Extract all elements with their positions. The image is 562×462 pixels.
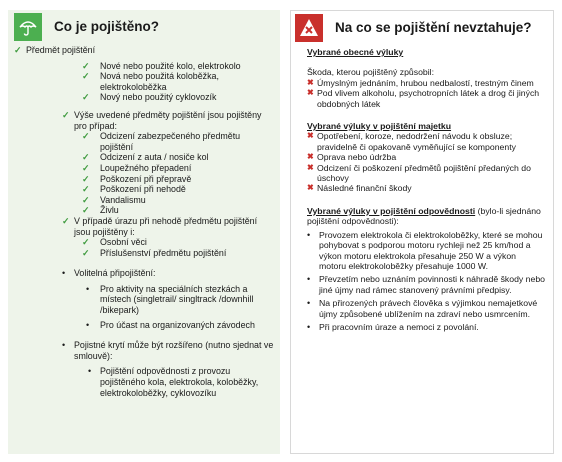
- check-icon: ✓: [82, 60, 90, 71]
- check-icon: ✓: [62, 215, 70, 226]
- list-item: ✓ Odcizení zabezpečeného předmětu pojištění: [82, 131, 241, 152]
- check-icon: ✓: [82, 237, 90, 248]
- bullet-icon: •: [86, 283, 90, 294]
- covered-panel: [8, 10, 280, 454]
- injury-list: [14, 237, 274, 258]
- covered-title: Co je pojištěno?: [54, 19, 160, 35]
- not-covered-panel: [290, 10, 554, 454]
- bullet-icon: •: [307, 229, 311, 240]
- insured-intro: ✓ Výše uvedené předměty pojištění jsou pojištěny pro případ:: [62, 109, 262, 131]
- list-item: ✓ Nová nebo použitá koloběžka, elektrokoloběžka: [82, 71, 219, 92]
- list-item: ✓ Příslušenství předmětu pojištění: [82, 247, 227, 258]
- subject-heading: ✓ Předmět pojištění: [14, 45, 96, 55]
- bullet-icon: •: [307, 321, 311, 332]
- extension-list: [14, 366, 274, 398]
- list-item: ✓ Nový nebo použitý cyklovozík: [82, 92, 217, 103]
- umbrella-icon: [14, 13, 42, 41]
- list-item: ✖ Pod vlivem alkoholu, psychotropních látek a drog či jiných obdobných látek: [307, 88, 540, 109]
- covered-header: [8, 10, 280, 44]
- cross-icon: ✖: [307, 77, 314, 87]
- extension-intro: • Pojistné krytí může být rozšířeno (nutno sjednat ve smlouvě):: [62, 340, 274, 361]
- general-exclusions-heading: Vybrané obecné výluky: [307, 47, 404, 57]
- injury-intro: ✓ V případě úrazu při nehodě předmětu pojištění jsou pojištěny i:: [62, 215, 258, 237]
- list-item: ✖ Odcizení či poškození předmětů pojištění předaných do úschovy: [307, 162, 531, 184]
- check-icon: ✓: [82, 92, 90, 103]
- general-intro: Škoda, kterou pojištěný způsobil:: [307, 67, 435, 78]
- bullet-icon: •: [62, 268, 66, 279]
- list-item: ✓ Loupežného přepadení: [82, 162, 192, 173]
- list-item: • Na přirozených právech člověka s výjimkou nemajetkové újmy způsobené ublížením na zdraví nebo usmrcením.: [307, 298, 538, 319]
- list-item: • Převzetím nebo uznáním povinnosti k náhradě škody nebo jiné újmy nad rámec stanovený právními předpisy.: [307, 274, 546, 295]
- list-item: ✓ Poškození při přepravě: [82, 173, 192, 184]
- cross-icon: ✖: [307, 183, 314, 193]
- check-icon: ✓: [82, 152, 90, 163]
- check-icon: ✓: [82, 194, 90, 205]
- list-item: • Provozem elektrokola či elektrokoloběžky, které se mohou pohybovat s podporou motoru rychleji než 25 km/hod a výkon motoru elektrokola přesahuje 250 W a výkon motoru elektrokoloběžky přesahuje 1000 W.: [307, 229, 543, 271]
- list-item: • Při pracovním úraze a nemoci z povolání.: [307, 321, 479, 332]
- property-exclusions-heading: Vybrané výluky v pojištění majetku: [307, 121, 452, 132]
- check-icon: ✓: [82, 205, 90, 216]
- check-icon: ✓: [82, 162, 90, 173]
- check-icon: ✓: [82, 71, 90, 82]
- bullet-icon: •: [86, 319, 90, 330]
- subject-list: [14, 61, 274, 103]
- list-item: ✓ Nové nebo použité kolo, elektrokolo: [82, 60, 241, 71]
- liability-exclusions-heading: Vybrané výluky v pojištění odpovědnosti (bylo-li sjednáno pojištění odpovědnosti):: [307, 205, 541, 227]
- list-item: ✖ Opotřebení, koroze, nedodržení návodu k obsluze; pravidelně či opakovaně vyměňující se komponenty: [307, 131, 516, 152]
- not-covered-content: [291, 45, 553, 332]
- list-item: ✓ Vandalismu: [82, 194, 146, 205]
- list-item: ✖ Úmyslným jednáním, hrubou nedbalostí, trestným činem: [307, 77, 534, 88]
- list-item: • Pro účast na organizovaných závodech: [86, 319, 255, 330]
- list-item: ✖ Následné finanční škody: [307, 183, 412, 194]
- bullet-icon: •: [307, 274, 311, 285]
- bullet-icon: •: [62, 340, 66, 351]
- cross-icon: ✖: [307, 152, 314, 162]
- list-item: ✓ Živlu: [82, 205, 119, 216]
- check-icon: ✓: [82, 173, 90, 184]
- cross-icon: ✖: [307, 162, 314, 172]
- not-covered-header: [291, 11, 553, 45]
- check-icon: ✓: [62, 109, 70, 120]
- list-item: ✓ Poškození při nehodě: [82, 184, 186, 195]
- list-item: • Pro aktivity na speciálních stezkách a místech (singletrail/ singltrack /downhill /bikepark): [86, 283, 254, 316]
- bullet-icon: •: [88, 366, 92, 377]
- cross-icon: ✖: [307, 88, 314, 98]
- warning-icon: [295, 14, 323, 42]
- check-icon: ✓: [82, 131, 90, 142]
- optional-list: [14, 284, 274, 330]
- check-icon: ✓: [82, 184, 90, 195]
- optional-heading: • Volitelná připojištění:: [62, 268, 156, 279]
- list-item: ✓ Odcizení z auta / nosiče kol: [82, 152, 209, 163]
- covered-content: [8, 44, 280, 398]
- not-covered-title: Na co se pojištění nevztahuje?: [335, 20, 532, 36]
- general-list: [307, 78, 545, 109]
- list-item: ✓ Osobní věci: [82, 237, 147, 248]
- insured-list: [14, 131, 274, 216]
- check-icon: ✓: [82, 247, 90, 258]
- bullet-icon: •: [307, 298, 311, 309]
- list-item: ✖ Oprava nebo údržba: [307, 152, 397, 163]
- property-list: [307, 131, 545, 193]
- cross-icon: ✖: [307, 131, 314, 141]
- list-item: • Pojištění odpovědnosti z provozu pojištěného kola, elektrokola, koloběžky, elektrokoloběžky, cyklovozíku: [88, 366, 259, 398]
- check-icon: ✓: [14, 45, 22, 55]
- liability-list: [307, 230, 545, 333]
